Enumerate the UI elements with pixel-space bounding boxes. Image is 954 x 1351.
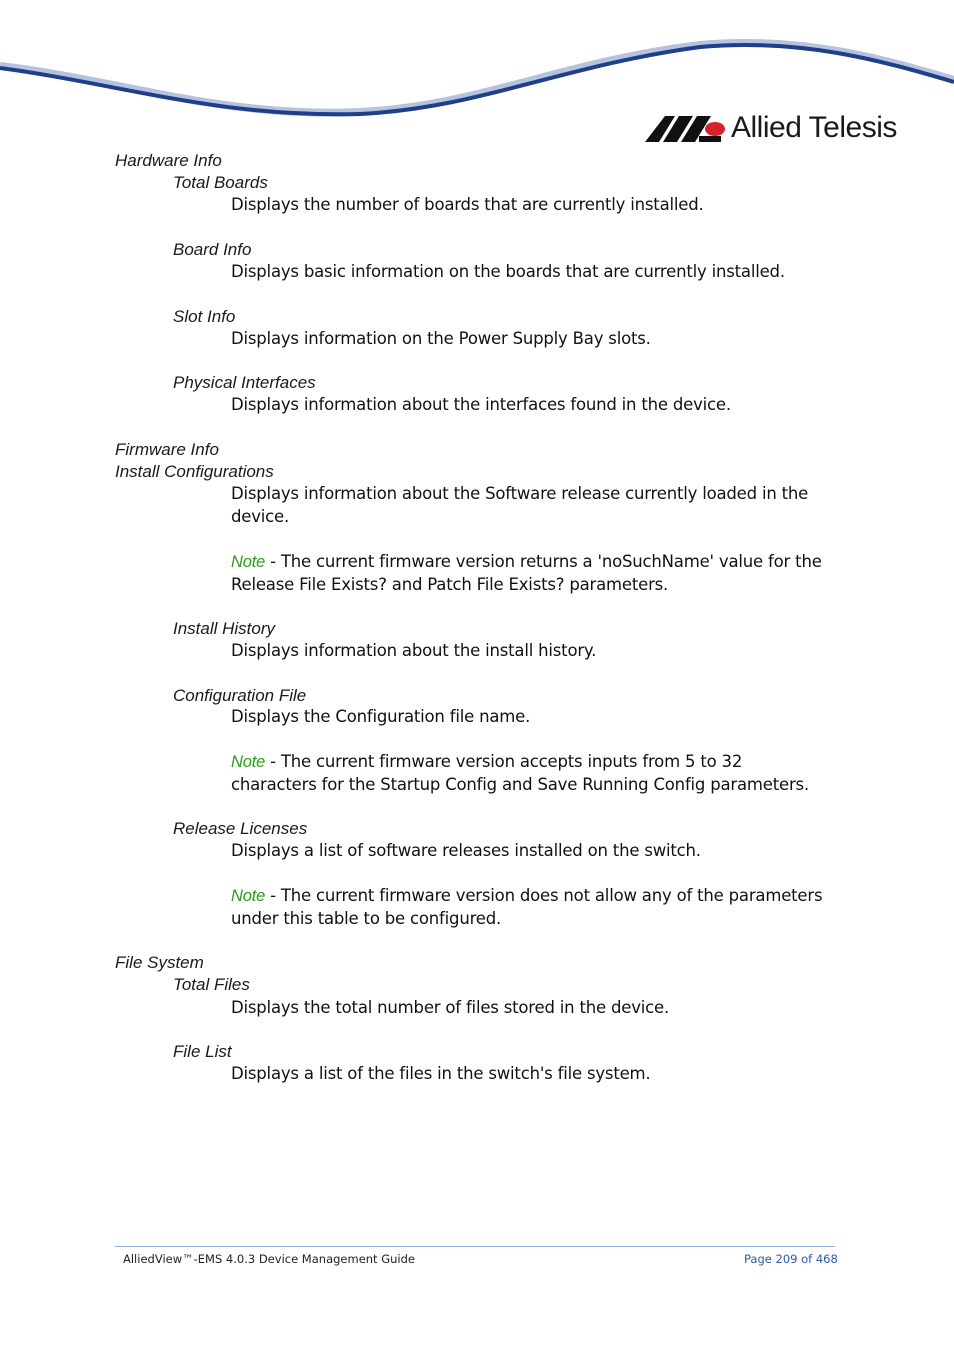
desc-configuration-file: Displays the Configuration file name.	[231, 707, 531, 726]
heading-release-licenses: Release Licenses	[173, 819, 308, 838]
note-install-configurations	[231, 551, 831, 596]
note-text: - The current firmware version does not allow any of the parameters under this table to be configured.	[231, 886, 823, 928]
allied-telesis-logo	[645, 108, 897, 148]
note-label: Note	[231, 753, 266, 771]
allied-telesis-logo-icon	[645, 112, 727, 144]
brand-name: Allied Telesis	[731, 111, 897, 144]
desc-physical-interfaces: Displays information about the interfaces found in the device.	[231, 395, 731, 414]
desc-file-list: Displays a list of the files in the switch's file system.	[231, 1064, 651, 1083]
heading-file-list: File List	[173, 1042, 232, 1061]
heading-board-info: Board Info	[173, 240, 252, 259]
desc-release-licenses: Displays a list of software releases installed on the switch.	[231, 841, 701, 860]
heading-install-history: Install History	[173, 619, 276, 638]
heading-hardware-info: Hardware Info	[115, 151, 222, 170]
desc-slot-info: Displays information on the Power Supply Bay slots.	[231, 329, 651, 348]
note-label: Note	[231, 887, 266, 905]
footer-divider	[115, 1246, 835, 1247]
heading-install-configurations: Install Configurations	[115, 462, 274, 481]
note-label: Note	[231, 553, 266, 571]
heading-total-boards: Total Boards	[173, 173, 268, 192]
footer-page-number: Page 209 of 468	[744, 1252, 838, 1266]
note-configuration-file	[231, 751, 831, 796]
heading-total-files: Total Files	[173, 975, 250, 994]
desc-board-info: Displays basic information on the boards that are currently installed.	[231, 262, 785, 281]
heading-physical-interfaces: Physical Interfaces	[173, 373, 316, 392]
note-text: - The current firmware version accepts inputs from 5 to 32 characters for the Startup Config and Save Running Config parameters.	[231, 752, 810, 794]
desc-install-configurations: Displays information about the Software release currently loaded in the device.	[231, 484, 809, 526]
heading-slot-info: Slot Info	[173, 307, 236, 326]
desc-total-files: Displays the total number of files stored in the device.	[231, 998, 670, 1017]
heading-firmware-info: Firmware Info	[115, 440, 219, 459]
heading-file-system: File System	[115, 953, 204, 972]
note-release-licenses	[231, 885, 831, 930]
desc-install-history: Displays information about the install history.	[231, 641, 597, 660]
heading-configuration-file: Configuration File	[173, 686, 307, 705]
desc-total-boards: Displays the number of boards that are currently installed.	[231, 195, 704, 214]
note-text: - The current firmware version returns a 'noSuchName' value for the Release File Exists? and Patch File Exists? parameters.	[231, 552, 822, 594]
footer-title: AlliedView™-EMS 4.0.3 Device Management Guide	[123, 1252, 415, 1266]
